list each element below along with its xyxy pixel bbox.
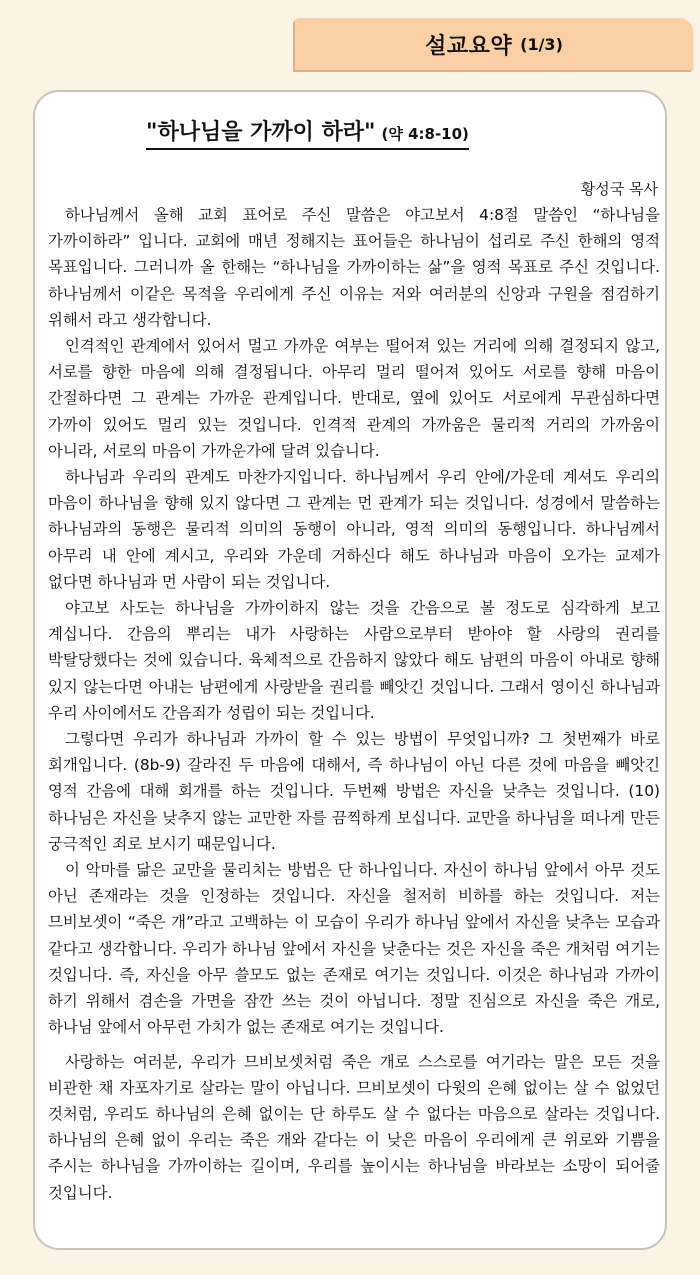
page-indicator: (1/3) xyxy=(520,34,563,54)
paragraph: 사랑하는 여러분, 우리가 므비보셋처럼 죽은 개로 스스로를 여기라는 말은 모든 것을 비관한 채 자포자기로 살라는 말이 아닙니다. 므비보셋이 다윗의 은혜 없이는 살 수 없었던 것처럼, 우리도 하나님의 은혜 없이는 단 하루도 살 수 없다는 마음으로 살라는 것입니다. 하나님의 은혜 없이 우리는 죽은 개와 같다는 이 낮은 마음이 우리에게 큰 위로와 기쁨을 주시는 하나님을 가까이하는 길이며, 우리를 높이시는 하나님을 바라보는 소망이 되어줄 것입니다. xyxy=(48,1052,660,1202)
paragraph: 그렇다면 우리가 하나님과 가까이 할 수 있는 방법이 무엇입니까? 그 첫번째가 바로 회개입니다. (8b-9) 갈라진 두 마음에 대해서, 즉 하나님이 아닌 다른 것에 마음을 빼앗긴 영적 간음에 대해 회개를 하는 것입니다. 두번째 방법은 자신을 낮추는 것입니다. (10) 하나님은 자신을 낮추지 않는 교만한 자를 끔찍하게 보십니다. 교만을 하나님을 떠나게 만든 궁극적인 죄로 보시기 때문입니다. xyxy=(48,730,660,853)
paragraph: 이 악마를 닮은 교만을 물리치는 방법은 단 하나입니다. 자신이 하나님 앞에서 아무 것도 아닌 존재라는 것을 인정하는 것입니다. 자신을 철저히 비하를 하는 것입니다. 저는 므비보셋이 “죽은 개”라고 고백하는 이 모습이 우리가 하나님 앞에서 자신을 낮추는 모습과 같다고 생각합니다. 우리가 하나님 앞에서 자신을 낮춘다는 것은 자신을 죽은 개처럼 여기는 것입니다. 즉, 자신을 아무 쓸모도 없는 존재로 여기는 것입니다. 이것은 하나님과 가까이 하기 위해서 겸손을 가면을 잠깐 쓰는 것이 아닙니다. 정말 진심으로 자신을 죽은 개로, 하나님 앞에서 아무런 가치가 없는 존재로 여기는 것입니다. xyxy=(48,861,660,1037)
paragraph: 인격적인 관계에서 있어서 멀고 가까운 여부는 떨어져 있는 거리에 의해 결정되지 않고, 서로를 향한 마음에 의해 결정됩니다. 아무리 멀리 떨어져 있어도 서로를 향해 마음이 간절하다면 그 관계는 가까운 관계입니다. 반대로, 옆에 있어도 서로에게 무관심하다면 가까이 있어도 멀리 있는 것입니다. 인격적 관계의 가까움은 물리적 거리의 가까움이 아니라, 서로의 마음이 가까운가에 달려 있습니다. xyxy=(48,337,660,460)
sermon-body xyxy=(48,202,660,1206)
section-tab xyxy=(295,18,693,70)
sermon-heading xyxy=(146,115,469,150)
section-title: 설교요약 xyxy=(425,33,513,59)
sermon-title: "하나님을 가까이 하라" xyxy=(146,120,376,145)
paragraph: 야고보 사도는 하나님을 가까이하지 않는 것을 간음으로 볼 정도로 심각하게 보고 계십니다. 간음의 뿌리는 내가 사랑하는 사람으로부터 받아야 할 사랑의 권리를 박탈당했다는 것에 있습니다. 육체적으로 간음하지 않았다 해도 남편의 마음이 아내로 향해 있지 않는다면 아내는 남편에게 사랑받을 권리를 빼앗긴 것입니다. 그래서 영이신 하나님과 우리 사이에서도 간음죄가 성립이 되는 것입니다. xyxy=(48,599,660,722)
paragraph: 하나님과 우리의 관계도 마찬가지입니다. 하나님께서 우리 안에/가운데 계셔도 우리의 마음이 하나님을 향해 있지 않다면 그 관계는 먼 관계가 되는 것입니다. 성경에서 말씀하는 하나님과의 동행은 물리적 의미의 동행이 아니라, 영적 의미의 동행입니다. 하나님께서 아무리 내 안에 계시고, 우리와 가운데 거하신다 해도 하나님과 마음이 오가는 교제가 없다면 하나님과 먼 사람이 되는 것입니다. xyxy=(48,468,660,591)
paragraph: 하나님께서 올해 교회 표어로 주신 말씀은 야고보서 4:8절 말씀인 “하나님을 가까이하라” 입니다. 교회에 매년 정해지는 표어들은 하나님이 섭리로 주신 한해의 영적 목표입니다. 그러니까 올 한해는 “하나님을 가까이하는 삶”을 영적 목표로 주신 것입니다. 하나님께서 이같은 목적을 우리에게 주신 이유는 저와 여러분의 신앙과 구원을 점검하기 위해서 라고 생각합니다. xyxy=(48,206,660,329)
author-name: 황성국 목사 xyxy=(580,180,658,198)
scripture-reference: (약 4:8-10) xyxy=(381,125,469,143)
